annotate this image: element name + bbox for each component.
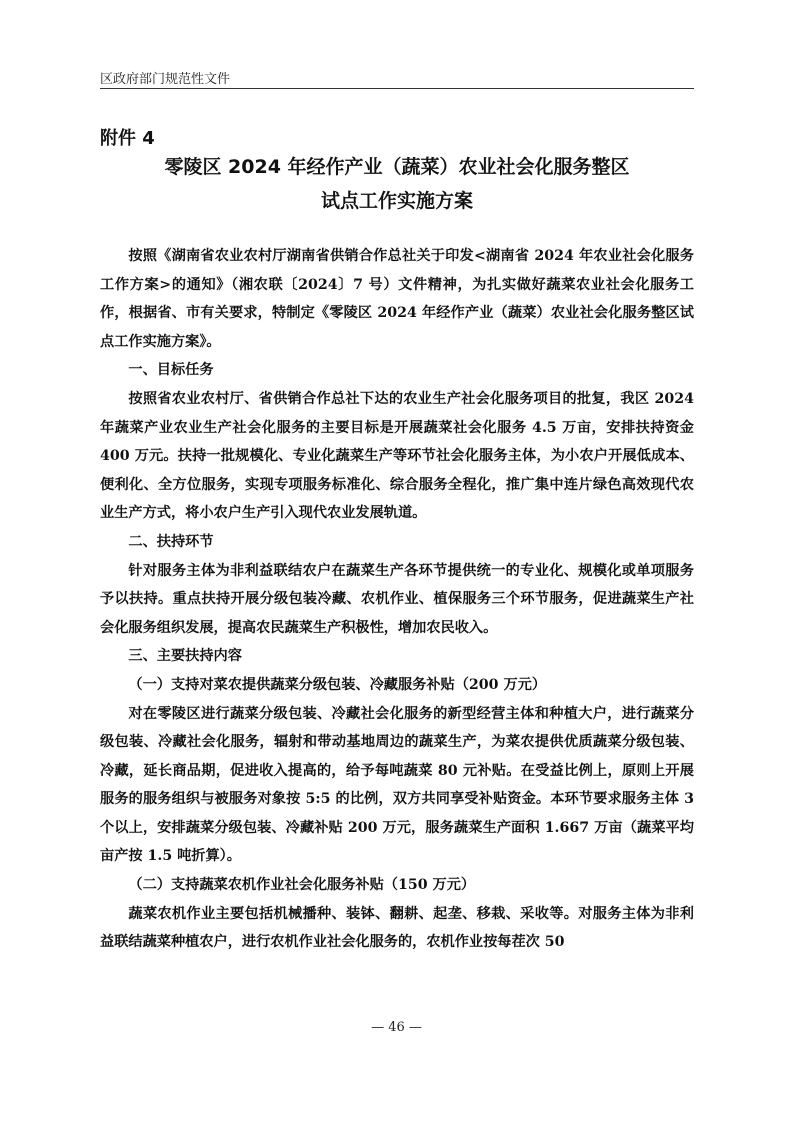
- header-rule: [100, 88, 694, 89]
- section-heading-support-links: 二、扶持环节: [128, 533, 214, 550]
- intro-paragraph: 按照《湖南省农业农村厅湖南省供销合作总社关于印发<湖南省 2024 年农业社会化服务工作方案>的通知》（湘农联〔2024〕7 号）文件精神，为扎实做好蔬菜农业社会化服务工作，根据省、市有关要求，特制定《零陵区 2024 年经作产业（蔬菜）农业社会化服务整区试点工作实施方案》。: [100, 248, 694, 350]
- document-body: [100, 242, 694, 957]
- section-paragraph-support-links: 针对服务主体为非利益联结农户在蔬菜生产各环节提供统一的专业化、规模化或单项服务予以扶持。重点扶持开展分级包装冷藏、农机作业、植保服务三个环节服务，促进蔬菜生产社会化服务组织发展，提高农民蔬菜生产积极性，增加农民收入。: [100, 562, 694, 636]
- subsection-paragraph-packaging: 对在零陵区进行蔬菜分级包装、冷藏社会化服务的新型经营主体和种植大户，进行蔬菜分级包装、冷藏社会化服务，辐射和带动基地周边的蔬菜生产，为菜农提供优质蔬菜分级包装、冷藏，延长商品期，促进收入提高的，给予每吨蔬菜 80 元补贴。在受益比例上，原则上开展服务的服务组织与被服务对象按 5:5 的比例，双方共同享受补贴资金。本环节要求服务主体 3 个以上，安排蔬菜分级包装、冷藏补贴 200 万元，服务蔬菜生产面积 1.667 万亩（蔬菜平均亩产按 1.5 吨折算）。: [100, 705, 694, 865]
- document-title-line-1: 零陵区 2024 年经作产业（蔬菜）农业社会化服务整区: [164, 156, 630, 178]
- section-heading-goals: 一、目标任务: [128, 362, 214, 379]
- section-paragraph-goals: 按照省农业农村厅、省供销合作总社下达的农业生产社会化服务项目的批复，我区 2024 年蔬菜产业农业生产社会化服务的主要目标是开展蔬菜社会化服务 4.5 万亩，安排扶持资金 400 万元。扶持一批规模化、专业化蔬菜生产等环节社会化服务主体，为小农户开展低成本、便利化、全方位服务，实现专项服务标准化、综合服务全程化，推广集中连片绿色高效现代农业生产方式，将小农户生产引入现代农业发展轨道。: [100, 390, 694, 522]
- page-number: — 46 —: [371, 1020, 422, 1035]
- attachment-label: 附件 4: [100, 128, 155, 149]
- subsection-heading-machinery: （二）支持蔬菜农机作业社会化服务补贴（150 万元）: [128, 877, 476, 894]
- header-label: 区政府部门规范性文件: [100, 72, 231, 87]
- subsection-paragraph-machinery: 蔬菜农机作业主要包括机械播种、装钵、翻耕、起垄、移栽、采收等。对服务主体为非利益联结蔬菜种植农户，进行农机作业社会化服务的，农机作业按每茬次 50: [100, 905, 694, 951]
- document-title-line-2: 试点工作实施方案: [320, 190, 473, 212]
- section-heading-main-content: 三、主要扶持内容: [128, 648, 242, 665]
- subsection-heading-packaging: （一）支持对菜农提供蔬菜分级包装、冷藏服务补贴（200 万元）: [128, 676, 547, 693]
